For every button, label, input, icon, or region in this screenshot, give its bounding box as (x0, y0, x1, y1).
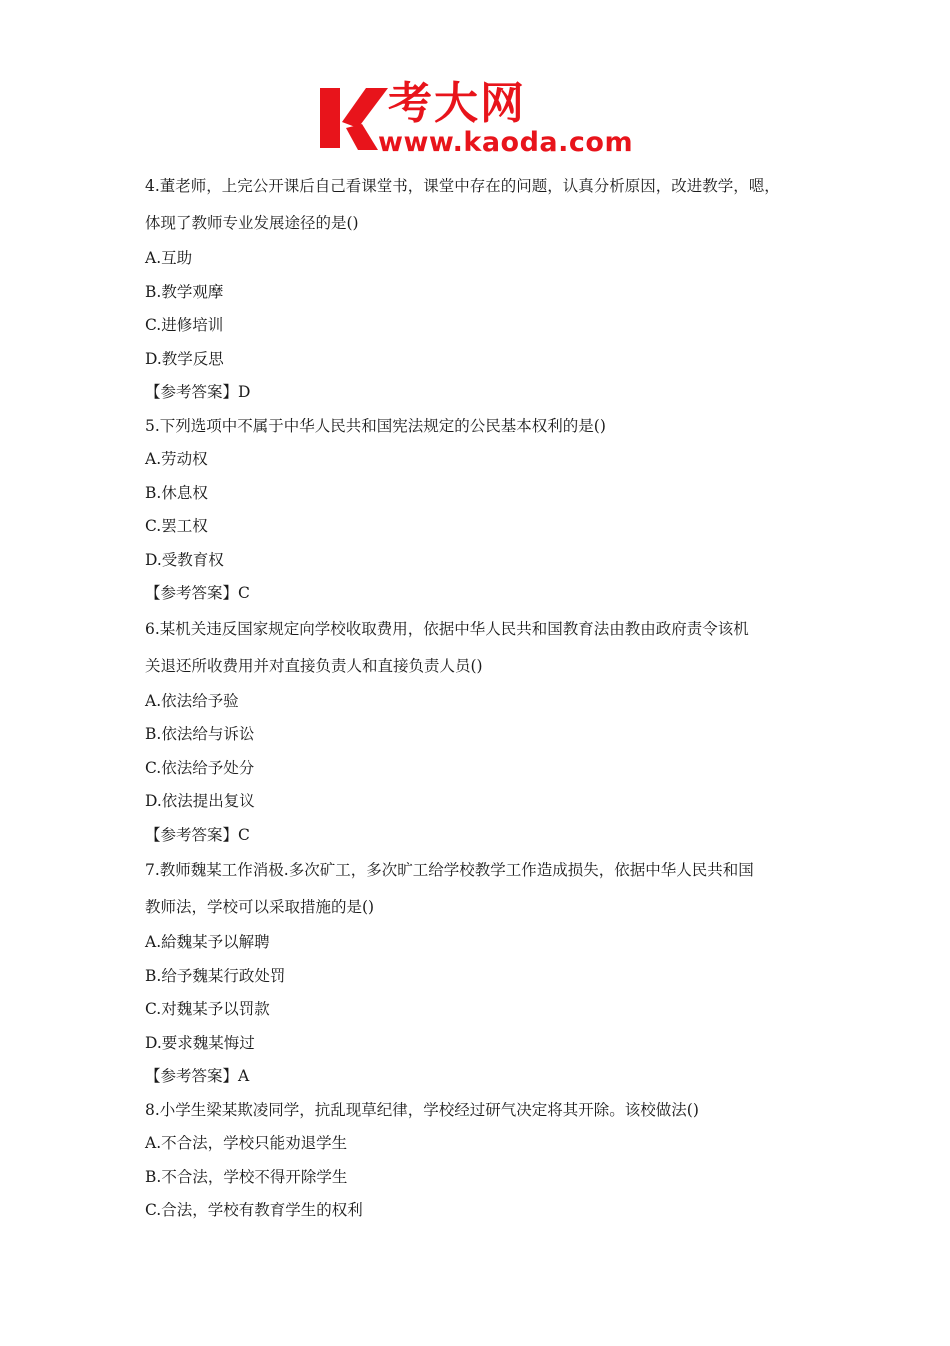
question-7-line-1: 7.教师魏某工作消极.多次矿工，多次旷工给学校教学工作造成损失，依据中华人民共和国 (145, 861, 754, 879)
question-6-option-b: B.依法给与诉讼 (145, 725, 255, 743)
question-4-line-1: 4.董老师，上完公开课后自己看课堂书，课堂中存在的问题，认真分析原因，改进教学，嗯， (145, 177, 780, 195)
question-8-option-a: A.不合法，学校只能劝退学生 (145, 1134, 348, 1152)
question-7-answer: 【参考答案】A (145, 1067, 250, 1085)
question-4-option-b: B.教学观摩 (145, 282, 224, 301)
question-6-option-c: C.依法给予处分 (145, 758, 255, 777)
question-5-line-1: 5.下列选项中不属于中华人民共和国宪法规定的公民基本权利的是() (145, 416, 606, 435)
question-7-option-a: A.給魏某予以解聘 (145, 933, 270, 951)
question-4-option-a: A.互助 (145, 249, 193, 267)
document-body (145, 168, 815, 1228)
question-4-option-d: D.教学反思 (145, 349, 224, 368)
question-6-answer: 【参考答案】C (145, 825, 250, 844)
question-4-answer: 【参考答案】D (145, 383, 251, 401)
question-5-answer: 【参考答案】C (145, 584, 250, 602)
question-5-option-b: B.休息权 (145, 483, 208, 502)
question-7-option-c: C.对魏某予以罚款 (145, 1000, 270, 1018)
question-5-option-d: D.受教育权 (145, 550, 224, 569)
question-8-option-c: C.合法，学校有教育学生的权利 (145, 1201, 363, 1219)
question-8-line-1: 8.小学生梁某欺凌同学，抗乱现草纪律，学校经过研气决定将其开除。该校做法() (145, 1100, 699, 1119)
logo-url-text: www.kaoda.com (378, 127, 634, 158)
question-7-option-d: D.要求魏某悔过 (145, 1033, 255, 1052)
question-4-line-2: 体现了教师专业发展途径的是() (145, 214, 359, 232)
question-4-option-c: C.进修培训 (145, 316, 224, 334)
question-5-option-a: A.劳动权 (145, 450, 208, 468)
question-7-line-2: 教师法，学校可以采取措施的是() (145, 898, 375, 916)
logo-chinese-text: 考大网 (388, 78, 526, 129)
kaoda-logo (318, 78, 638, 160)
question-6-option-d: D.依法提出复议 (145, 792, 255, 810)
question-6-option-a: A.依法给予验 (145, 691, 239, 710)
question-6-line-2: 关退还所收费用并对直接负责人和直接负责人员() (145, 656, 483, 675)
question-5-option-c: C.罢工权 (145, 517, 208, 535)
question-7-option-b: B.给予魏某行政处罚 (145, 966, 286, 985)
question-6-line-1: 6.某机关违反国家规定向学校收取费用，依据中华人民共和国教育法由教由政府责令该机 (145, 619, 749, 638)
question-8-option-b: B.不合法，学校不得开除学生 (145, 1167, 348, 1186)
